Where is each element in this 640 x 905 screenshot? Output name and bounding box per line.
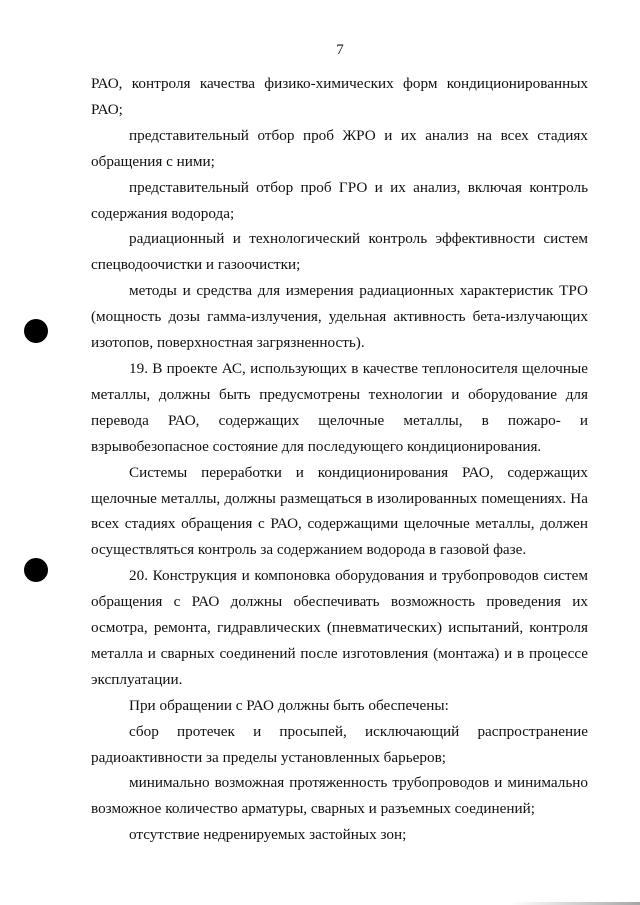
paragraph-radiation-control: радиационный и технологический контроль эффективности систем спецводоочистки и газоочистки; bbox=[91, 230, 588, 274]
paragraph-continuation: РАО, контроля качества физико-химических форм кондиционированных РАО; bbox=[91, 75, 588, 118]
punch-hole-mark bbox=[24, 558, 48, 582]
paragraph-no-stagnant-zones: отсутствие недренируемых застойных зон; bbox=[129, 826, 407, 844]
paragraph-item-20: 20. Конструкция и компоновка оборудования и трубопроводов систем обращения с РАО должны обеспечивать возможность проведения их осмотра, ремонта, гидравлических (пневматических) испытаний, контроля металла и сварных соединений после изготовления (монтажа) и в процессе эксплуатации. bbox=[91, 567, 588, 688]
paragraph-measurement-methods: методы и средства для измерения радиационных характеристик ТРО (мощность дозы гамма-излучения, удельная активность бета-излучающих изотопов, поверхностная загрязненность). bbox=[91, 282, 588, 352]
paragraph-leak-collection: сбор протечек и просыпей, исключающий распространение радиоактивности за пределы установленных барьеров; bbox=[91, 722, 588, 766]
paragraph-liquid-waste-sampling: представительный отбор проб ЖРО и их анализ на всех стадиях обращения с ними; bbox=[91, 126, 588, 170]
page-number: 7 bbox=[336, 42, 344, 58]
punch-hole-mark bbox=[24, 319, 48, 343]
paragraph-processing-systems: Системы переработки и кондиционирования РАО, содержащих щелочные металлы, должны размещаться в изолированных помещениях. На всех стадиях обращения с РАО, содержащими щелочные металлы, должен осуществляться контроль за содержанием водорода в газовой фазе. bbox=[91, 463, 588, 559]
paragraph-requirements-intro: При обращении с РАО должны быть обеспечены: bbox=[129, 696, 449, 714]
paragraph-gaseous-waste-sampling: представительный отбор проб ГРО и их анализ, включая контроль содержания водорода; bbox=[91, 178, 588, 222]
document-body bbox=[91, 71, 588, 848]
paragraph-pipeline-length: минимально возможная протяженность трубопроводов и минимально возможное количество арматуры, сварных и разъемных соединений; bbox=[91, 774, 588, 818]
paragraph-item-19: 19. В проекте АС, использующих в качестве теплоносителя щелочные металлы, должны быть предусмотрены технологии и оборудование для перевода РАО, содержащих щелочные металлы, в пожаро- и взрывобезопасное состояние для последующего кондиционирования. bbox=[91, 359, 588, 455]
